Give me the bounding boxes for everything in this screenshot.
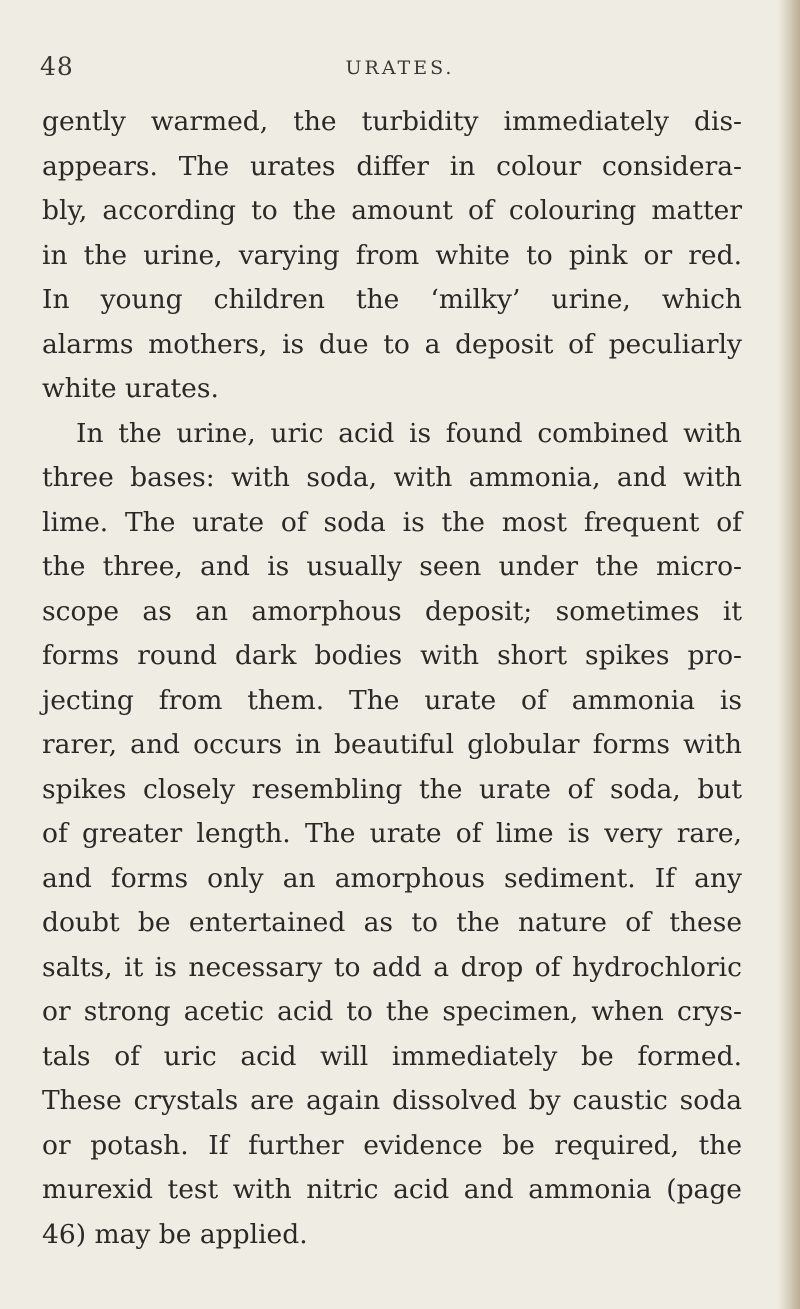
text-line: appears. The urates differ in colour considera- <box>42 150 742 182</box>
text-line: 46) may be applied. <box>42 1218 308 1250</box>
text-line: gently warmed, the turbidity immediately dis- <box>42 106 742 137</box>
text-line: in the urine, varying from white to pink or red. <box>42 239 742 271</box>
page-edge-shadow <box>778 0 800 1309</box>
body-text <box>42 100 742 1257</box>
text-line: or potash. If further evidence be required, the <box>42 1129 742 1161</box>
text-line: spikes closely resembling the urate of soda, but <box>42 773 742 805</box>
text-line: rarer, and occurs in beautiful globular forms with <box>42 729 742 760</box>
text-line: the three, and is usually seen under the micro- <box>42 551 742 582</box>
text-line: and forms only an amorphous sediment. If any <box>42 862 742 894</box>
text-line: tals of uric acid will immediately be formed. <box>42 1040 742 1072</box>
text-line: bly, according to the amount of colouring matter <box>42 195 742 226</box>
text-line: or strong acetic acid to the specimen, when crys- <box>42 996 742 1027</box>
text-line: These crystals are again dissolved by caustic soda <box>42 1085 742 1116</box>
page-number: 48 <box>40 52 74 81</box>
text-line: In the urine, uric acid is found combined with <box>76 417 742 449</box>
text-line: doubt be entertained as to the nature of these <box>42 907 742 938</box>
running-head: URATES. <box>345 57 455 79</box>
text-line: murexid test with nitric acid and ammonia (page <box>42 1174 742 1205</box>
text-line: jecting from them. The urate of ammonia is <box>42 684 742 716</box>
text-line: forms round dark bodies with short spikes pro- <box>42 640 742 671</box>
text-line: alarms mothers, is due to a deposit of peculiarly <box>42 328 742 360</box>
text-line: salts, it is necessary to add a drop of hydrochloric <box>42 951 742 983</box>
text-line: of greater length. The urate of lime is very rare, <box>42 818 742 849</box>
text-line: white urates. <box>42 373 219 404</box>
text-line: three bases: with soda, with ammonia, and with <box>42 462 742 493</box>
text-line: lime. The urate of soda is the most frequent of <box>42 506 742 538</box>
text-line: scope as an amorphous deposit; sometimes it <box>42 595 742 627</box>
text-line: In young children the ‘milky’ urine, which <box>42 284 742 315</box>
